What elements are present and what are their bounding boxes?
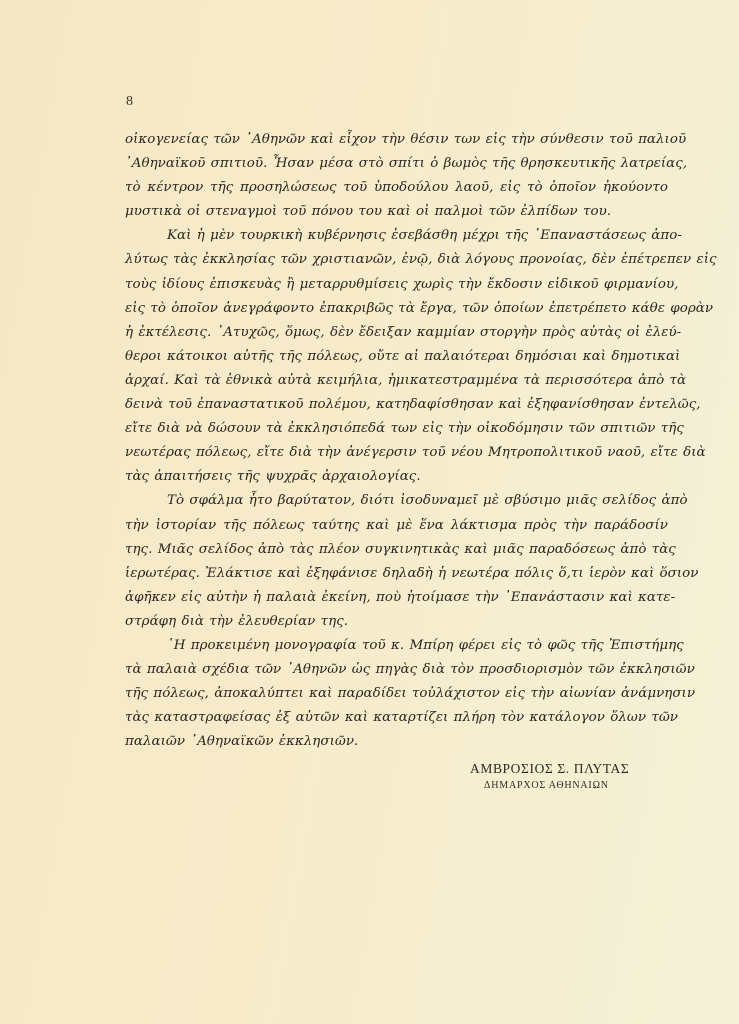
text-line: εἰς τὸ ὁποῖον ἀνεγράφοντο ἐπακριβῶς τὰ ἔργα, τῶν ὁποίων ἐπετρέπετο κάθε φορὰν xyxy=(125,300,714,316)
text-line: δεινὰ τοῦ ἐπαναστατικοῦ πολέμου, κατηδαφίσθησαν καὶ ἐξηφανίσθησαν ἐντελῶς, xyxy=(125,397,701,413)
paragraph-2 xyxy=(125,224,717,489)
text-line: ἡ ἐκτέλεσις. ᾿Ατυχῶς, ὅμως, δὲν ἔδειξαν καμμίαν στοργὴν πρὸς αὐτὰς οἱ ἐλεύ- xyxy=(125,324,682,340)
text-line: τῆς πόλεως, ἀποκαλύπτει καὶ παραδίδει τοὐλάχιστον εἰς τὴν αἰωνίαν ἀνάμνησιν xyxy=(125,686,696,702)
text-line: ἀφῆκεν εἰς αὐτὴν ἡ παλαιὰ ἐκείνη, ποὺ ἠτοίμασε τὴν ᾿Επανάστασιν καὶ κατε- xyxy=(125,589,676,605)
text-line: Τὸ σφάλμα ἦτο βαρύτατον, διότι ἰσοδυναμεῖ μὲ σβύσιμο μιᾶς σελίδος ἀπὸ xyxy=(167,493,688,509)
text-line: ἀρχαί. Καὶ τὰ ἐθνικὰ αὐτὰ κειμήλια, ἡμικατεστραμμένα τὰ περισσότερα ἀπὸ τὰ xyxy=(125,372,687,388)
text-line: λύτως τὰς ἐκκλησίας τῶν χριστιανῶν, ἐνῷ, διὰ λόγους προνοίας, δὲν ἐπέτρεπεν εἰς xyxy=(125,252,717,268)
text-line: ἱερωτέρας. Ἐλάκτισε καὶ ἐξηφάνισε δηλαδὴ ἡ νεωτέρα πόλις ὅ,τι ἱερὸν καὶ ὅσιον xyxy=(125,565,699,581)
text-line: τὰ παλαιὰ σχέδια τῶν ᾿Αθηνῶν ὡς πηγὰς διὰ τὸν προσδιορισμὸν τῶν ἐκκλησιῶν xyxy=(125,662,695,678)
text-line: τοὺς ἰδίους ἐπισκευὰς ἢ μεταρρυθμίσεις χωρὶς τὴν ἔκδοσιν εἰδικοῦ φιρμανίου, xyxy=(125,276,679,292)
paragraph-1 xyxy=(125,128,688,224)
body-text xyxy=(125,128,717,754)
paragraph-3 xyxy=(125,489,699,634)
signature-block xyxy=(470,760,670,794)
page-number: 8 xyxy=(126,94,133,109)
text-line: θεροι κάτοικοι αὐτῆς τῆς πόλεως, οὔτε αἱ παλαιότεραι δημόσιαι καὶ δημοτικαὶ xyxy=(125,348,681,364)
signatory-title: ΔΗΜΑΡΧΟΣ ΑΘΗΝΑΙΩΝ xyxy=(484,780,609,791)
text-line: ῾Η προκειμένη μονογραφία τοῦ κ. Μπίρη φέρει εἰς τὸ φῶς τῆς Ἐπιστήμης xyxy=(167,637,684,653)
text-line: Καὶ ἡ μὲν τουρκικὴ κυβέρνησις ἐσεβάσθη μέχρι τῆς ᾿Επαναστάσεως ἀπο- xyxy=(167,228,682,244)
text-line: της. Μιᾶς σελίδος ἀπὸ τὰς πλέον συγκινητικὰς καὶ μιᾶς παραδόσεως ἀπὸ τὰς xyxy=(125,541,676,557)
text-line: εἴτε διὰ νὰ δώσουν τὰ ἐκκλησιόπεδά των εἰς τὴν οἰκοδόμησιν τῶν σπιτιῶν τῆς xyxy=(125,421,684,437)
text-line: νεωτέρας πόλεως, εἴτε διὰ τὴν ἀνέγερσιν τοῦ νέου Μητροπολιτικοῦ ναοῦ, εἴτε διὰ xyxy=(125,445,706,461)
text-line: ᾿Αθηναϊκοῦ σπιτιοῦ. Ἦσαν μέσα στὸ σπίτι ὁ βωμὸς τῆς θρησκευτικῆς λατρείας, xyxy=(125,156,688,172)
signatory-name: ΑΜΒΡΟΣΙΟΣ Σ. ΠΛΥΤΑΣ xyxy=(470,761,630,776)
paragraph-4 xyxy=(125,634,696,754)
text-line: μυστικὰ οἱ στεναγμοὶ τοῦ πόνου του καὶ οἱ παλμοὶ τῶν ἐλπίδων του. xyxy=(125,204,612,220)
text-line: παλαιῶν ᾿Αθηναϊκῶν ἐκκλησιῶν. xyxy=(125,734,359,750)
text-line: τὰς ἀπαιτήσεις τῆς ψυχρᾶς ἀρχαιολογίας. xyxy=(125,469,421,485)
text-line: τὸ κέντρον τῆς προσηλώσεως τοῦ ὑποδούλου λαοῦ, εἰς τὸ ὁποῖον ἠκούοντο xyxy=(125,180,668,196)
text-line: τὰς καταστραφείσας ἐξ αὐτῶν καὶ καταρτίζει πλήρη τὸν κατάλογον ὅλων τῶν xyxy=(125,710,678,726)
text-line: οἰκογενείας τῶν ᾿Αθηνῶν καὶ εἶχον τὴν θέσιν των εἰς τὴν σύνθεσιν τοῦ παλιοῦ xyxy=(125,132,687,147)
text-line: στράφη διὰ τὴν ἐλευθερίαν της. xyxy=(125,613,349,629)
text-line: τὴν ἱστορίαν τῆς πόλεως ταύτης καὶ μὲ ἕνα λάκτισμα πρὸς τὴν παράδοσίν xyxy=(125,517,668,533)
